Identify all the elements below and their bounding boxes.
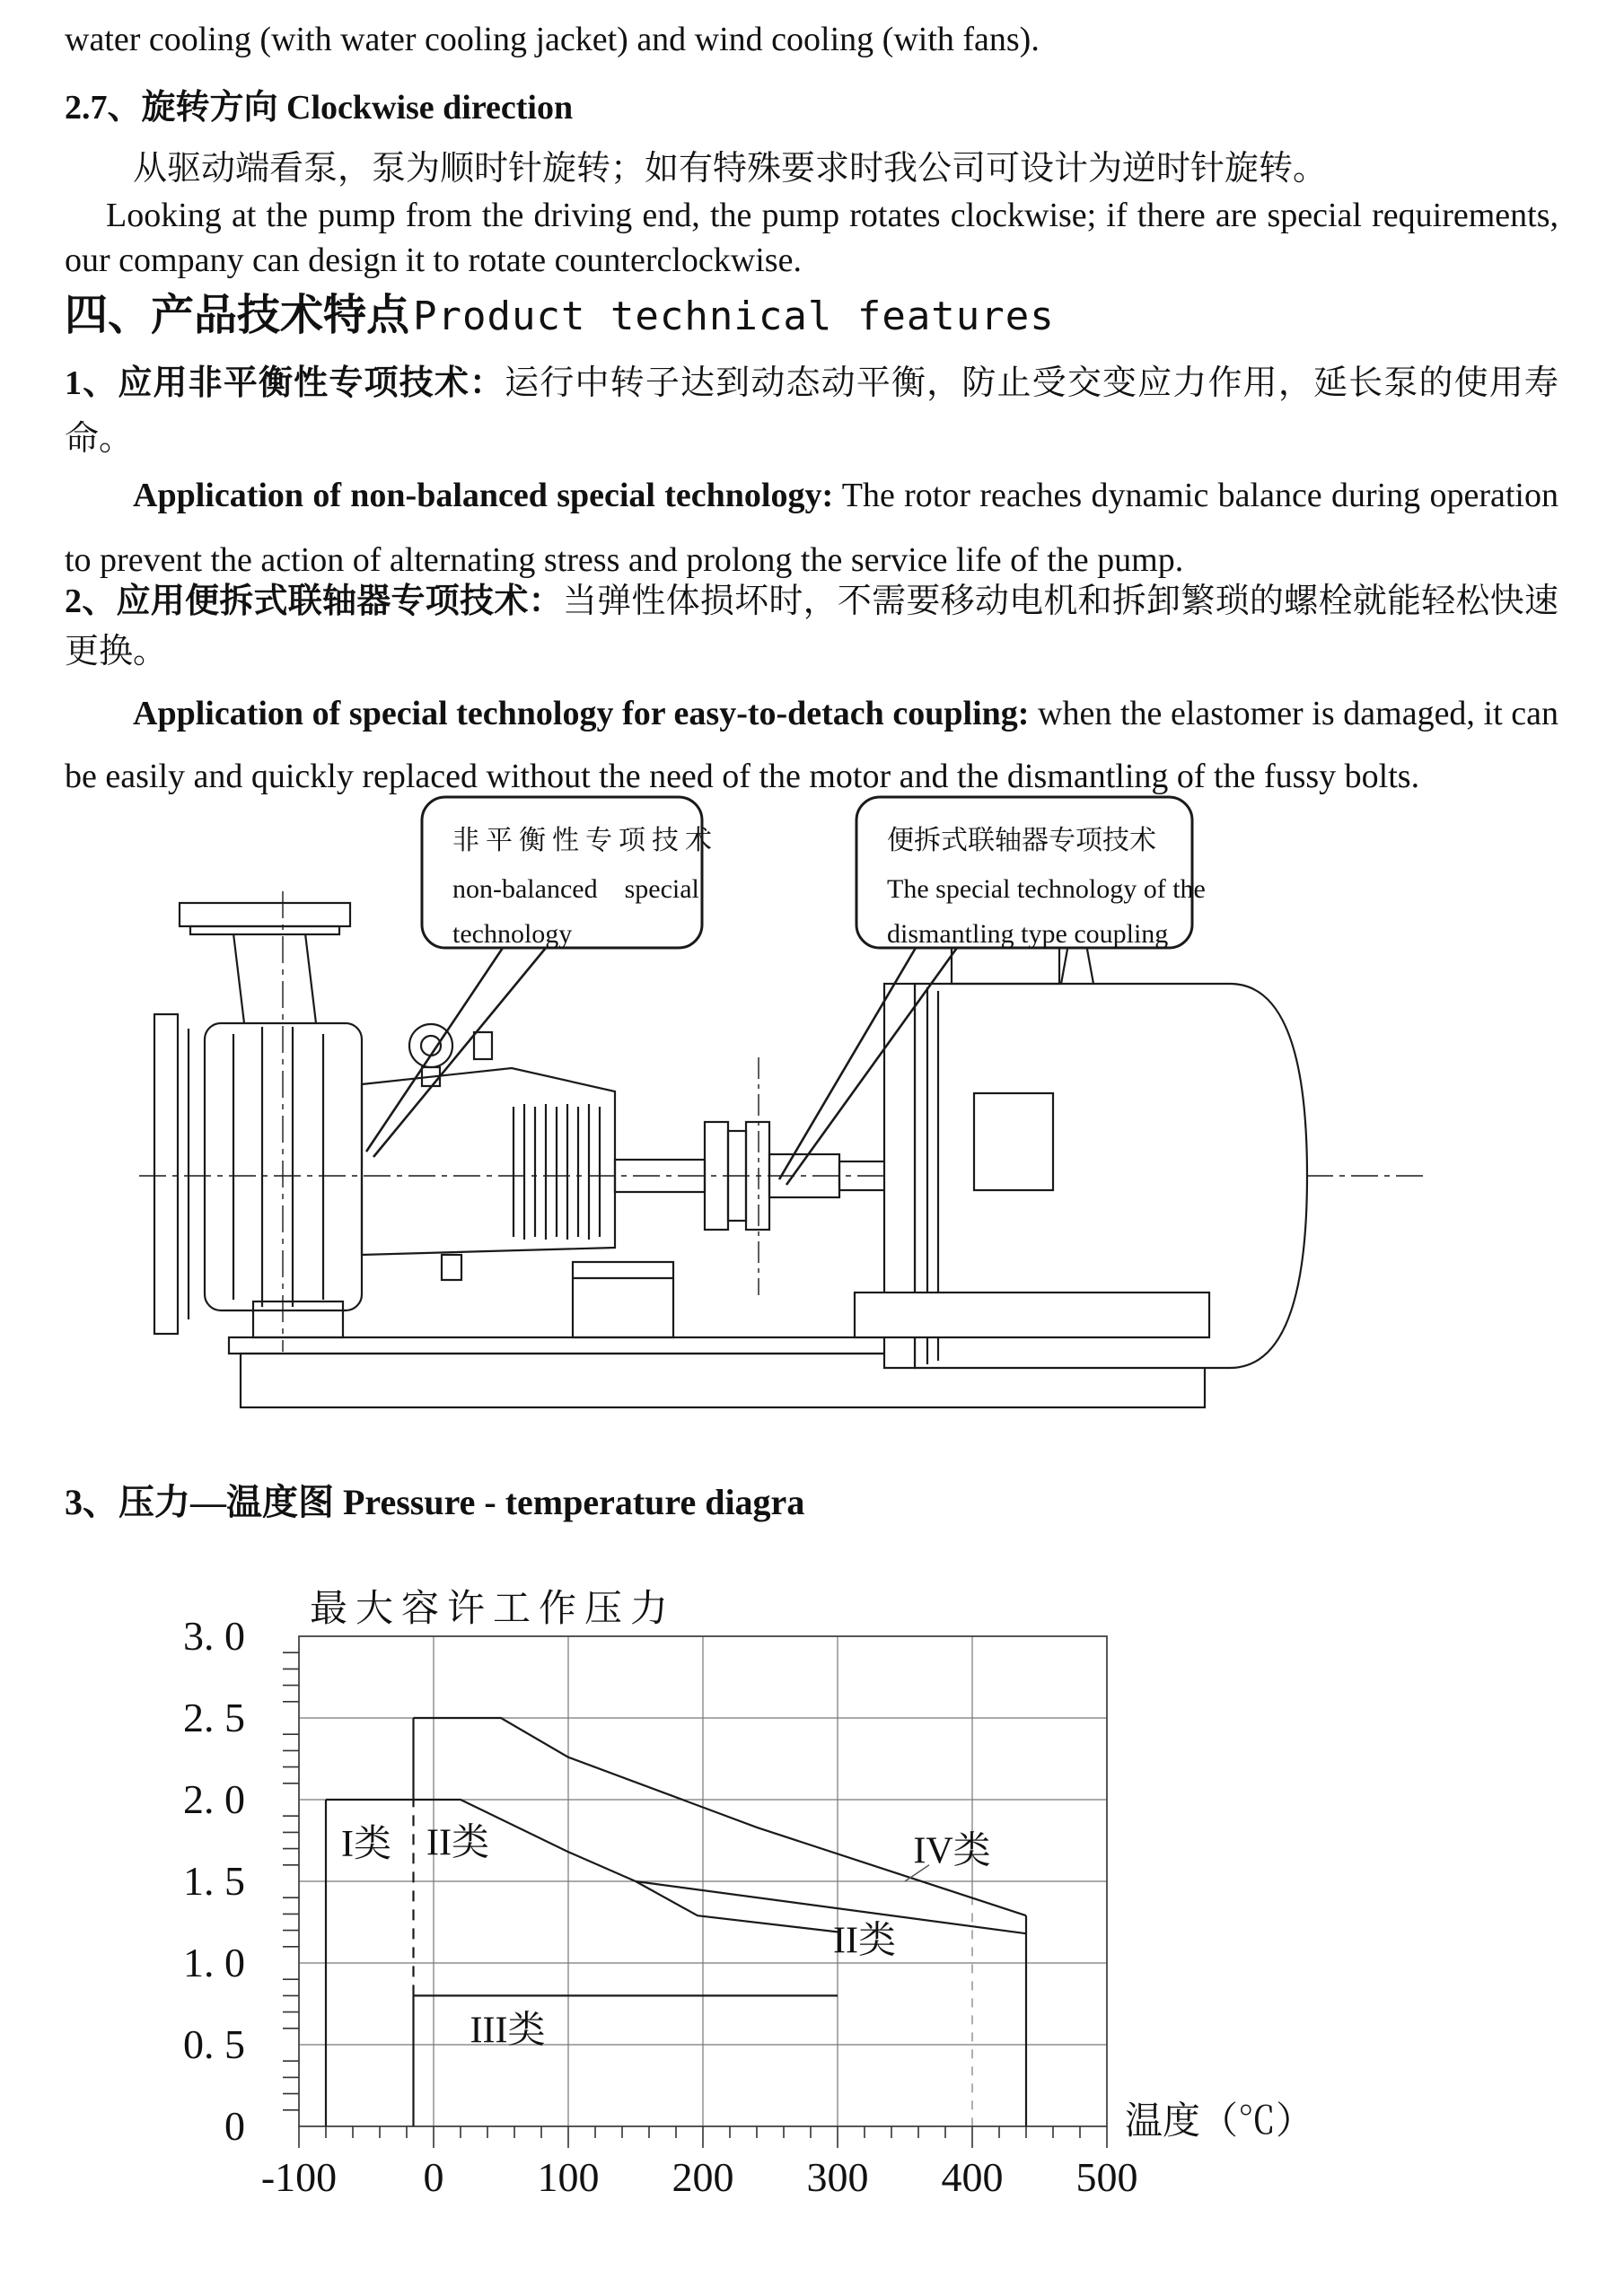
region-label-II类: II类 xyxy=(426,1822,489,1864)
y-tick-2. 5: 2. 5 xyxy=(183,1695,245,1740)
callout-right-line3: dismantling type coupling xyxy=(887,919,1169,949)
region-label-IV类: IV类 xyxy=(913,1830,991,1872)
x-tick--100: -100 xyxy=(260,2154,338,2200)
bearing-bracket xyxy=(362,1068,615,1255)
y-tick-1. 0: 1. 0 xyxy=(183,1940,245,1985)
y-tick-0: 0 xyxy=(224,2103,245,2149)
heading-product-technical-features xyxy=(65,280,1558,342)
y-tick-3. 0: 3. 0 xyxy=(183,1613,245,1659)
x-tick-500: 500 xyxy=(1075,2154,1138,2200)
paragraph-item1-cn xyxy=(65,355,1558,467)
region-label-I类: I类 xyxy=(341,1824,391,1866)
gridlines xyxy=(299,1636,1107,2126)
region-labels xyxy=(341,1822,991,2051)
y-tick-2. 0: 2. 0 xyxy=(183,1776,245,1822)
heading-section4-en: Product technical features xyxy=(413,294,1055,339)
paragraph-item2-cn xyxy=(65,576,1558,677)
callout-left-line3: technology xyxy=(452,919,573,949)
region-label-II类: II类 xyxy=(833,1920,896,1962)
series-class-IV-top-boundary xyxy=(414,1718,1027,1915)
paragraph-rotation-en: Looking at the pump from the driving end, the pump rotates clockwise; if there are special requirements, our company can design it to rotate counterclockwise. xyxy=(65,197,1558,279)
x-tick-0: 0 xyxy=(423,2154,444,2200)
callout-right-line1: 便拆式联轴器专项技术 xyxy=(887,826,1156,855)
x-axis-label: 温度（℃） xyxy=(1125,2101,1314,2143)
y-tick-1. 5: 1. 5 xyxy=(183,1858,245,1904)
bracket-pedestal xyxy=(573,1262,673,1337)
x-tick-300: 300 xyxy=(806,2154,869,2200)
callout-left-line1: 非平衡性专项技术 xyxy=(452,826,718,855)
series-lines xyxy=(326,1718,1026,2126)
heading-pressure-temperature-diagram: 3、压力—温度图 Pressure - temperature diagra xyxy=(65,1482,805,1522)
x-tick-400: 400 xyxy=(941,2154,1004,2200)
cooling-fins xyxy=(514,1104,600,1240)
paragraph-cooling: water cooling (with water cooling jacket) and wind cooling (with fans). xyxy=(65,21,1040,58)
callout-left-line2: non-balanced special xyxy=(452,874,699,904)
heading-2-7-clockwise-direction: 2.7、旋转方向 Clockwise direction xyxy=(65,89,574,127)
heading-section4-cn: 四、产品技术特点 xyxy=(65,292,410,339)
region-label-III类: III类 xyxy=(470,2010,546,2052)
x-tick-100: 100 xyxy=(537,2154,600,2200)
item2-en-lead: Application of special technology for easy-to-detach coupling: xyxy=(133,695,1030,732)
series-class-II-lower-lower-branch xyxy=(636,1881,838,1932)
item1-en-lead: Application of non-balanced special technology: xyxy=(133,477,834,514)
item1-en-rest: The rotor reaches dynamic balance during operation to prevent the action of alternating stress and prolong the service life of the pump. xyxy=(65,477,1558,579)
motor-mount-block xyxy=(855,1293,1209,1337)
item2-en-rest: when the elastomer is damaged, it can be easily and quickly replaced without the need of the motor and the dismantling of the fussy bolts. xyxy=(65,695,1558,795)
suction-flange xyxy=(154,1014,178,1334)
item1-cn-lead: 1、应用非平衡性专项技术： xyxy=(65,364,505,402)
item2-cn-rest: 当弹性体损坏时，不需要移动电机和拆卸繁琐的螺栓就能轻松快速更换。 xyxy=(65,583,1558,670)
x-tick-200: 200 xyxy=(672,2154,734,2200)
breather-plug xyxy=(474,1032,492,1059)
paragraph-rotation-cn: 从驱动端看泵，泵为顺时针旋转；如有特殊要求时我公司可设计为逆时针旋转。 xyxy=(133,150,1328,188)
discharge-flange xyxy=(180,903,350,926)
paragraph-item1-en xyxy=(65,463,1558,592)
drain-plug xyxy=(442,1255,461,1280)
item2-cn-lead: 2、应用便拆式联轴器专项技术： xyxy=(65,583,563,620)
callout-right-line2: The special technology of the xyxy=(887,874,1206,904)
pump-motor-assembly-diagram xyxy=(126,788,1454,1457)
chart-title: 最大容许工作压力 xyxy=(310,1589,677,1630)
y-tick-0. 5: 0. 5 xyxy=(183,2021,245,2067)
callout-leader-left xyxy=(366,948,546,1157)
series-class-II-lower-upper-branch xyxy=(636,1881,1026,1933)
pressure-temperature-chart xyxy=(135,1562,1445,2253)
pump-foot xyxy=(253,1301,343,1337)
axis-ticks xyxy=(283,1652,1107,2148)
item1-cn-rest: 运行中转子达到动态动平衡，防止受交变应力作用，延长泵的使用寿命。 xyxy=(65,364,1558,458)
